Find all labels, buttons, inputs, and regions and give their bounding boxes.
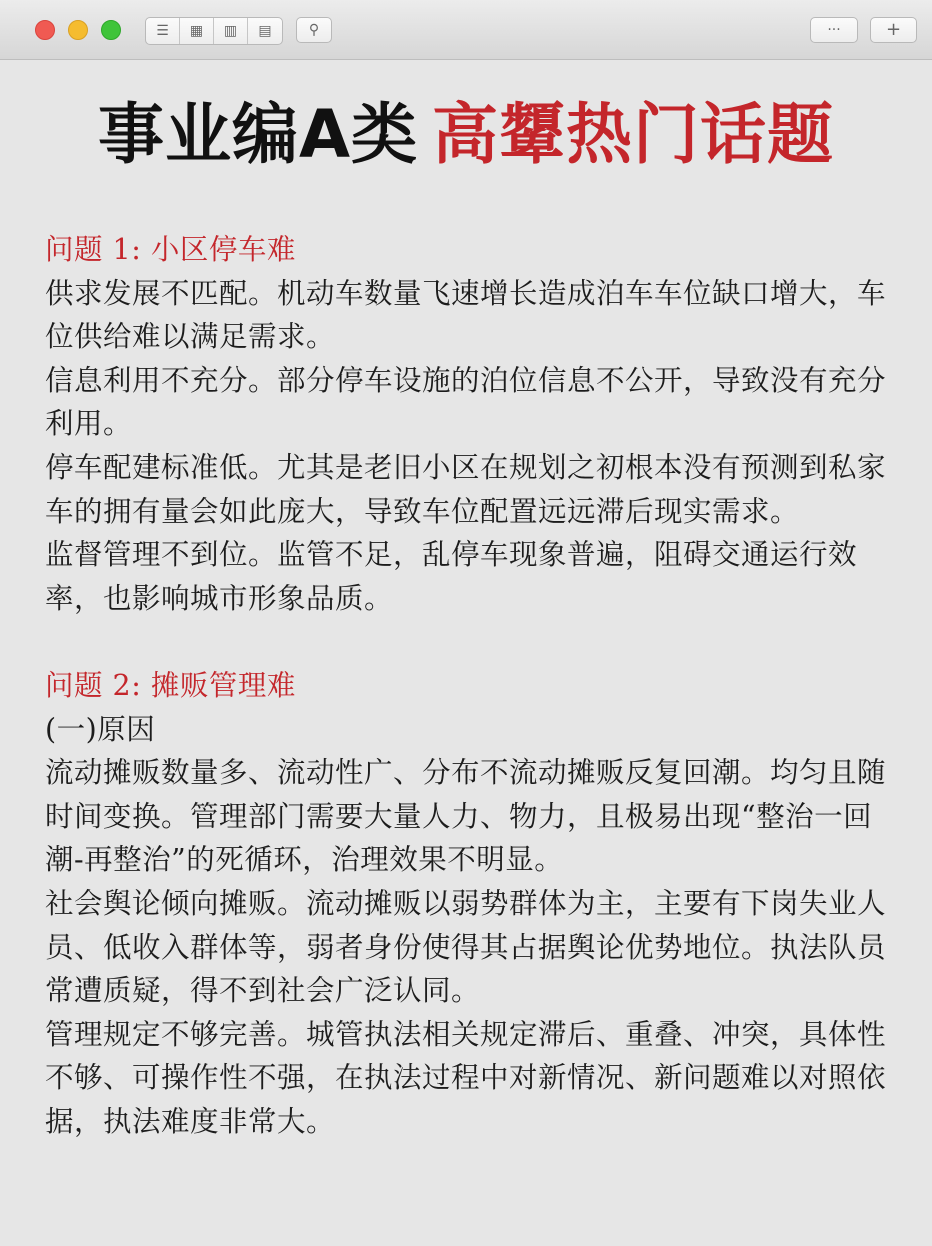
section-heading: 问题 2: 摊贩管理难 [45,668,296,702]
sub-heading: (一)原因 [45,712,156,746]
note-body [45,228,897,1143]
plus-icon: + [885,19,902,40]
grid-view-icon: ▦ [189,23,204,39]
add-button[interactable] [870,17,917,43]
section-heading: 问题 1: 小区停车难 [45,233,296,266]
search-button[interactable] [296,17,332,43]
more-options-button[interactable] [810,17,858,43]
page-title [0,96,932,173]
calendar-icon: ▤ [258,23,272,39]
calendar-view-button[interactable] [248,18,282,44]
paragraph: 社会舆论倾向摊贩。流动摊贩以弱势群体为主，主要有下岗失业人员、低收入群体等，弱者身份使得其占据舆论优势地位。执法队员常遭质疑，得不到社会广泛认同。 [45,886,887,1008]
list-view-icon: ☰ [156,23,169,39]
title-part-black: 事业编A类 [97,96,419,173]
paragraph: 信息利用不充分。部分停车设施的泊位信息不公开，导致没有充分利用。 [45,363,887,441]
blank-line [45,620,897,664]
ellipsis-icon: ··· [827,22,841,38]
grid-view-button[interactable] [180,18,214,44]
search-icon: ⚲ [308,22,320,38]
paragraph: 管理规定不够完善。城管执法相关规定滞后、重叠、冲突，具体性不够、可操作性不强，在执法过程中对新情况、新问题难以对照依据，执法难度非常大。 [45,1017,887,1138]
close-window-button[interactable] [35,20,55,40]
map-view-button[interactable] [214,18,248,44]
paragraph: 流动摊贩数量多、流动性广、分布不流动摊贩反复回潮。均匀且随时间变换。管理部门需要大量人力、物力，且极易出现“整治一回潮-再整治”的死循环，治理效果不明显。 [45,756,887,877]
note-content[interactable] [0,60,932,1246]
paragraph: 监督管理不到位。监管不足，乱停车现象普遍，阻碍交通运行效率，也影响城市形象品质。 [45,538,858,615]
view-toolbar-group [145,17,283,45]
map-icon: ▥ [223,23,238,39]
paragraph: 供求发展不匹配。机动车数量飞速增长造成泊车车位缺口增大，车位供给难以满足需求。 [45,276,887,354]
paragraph: 停车配建标准低。尤其是老旧小区在规划之初根本没有预测到私家车的拥有量会如此庞大，导致车位配置远远滞后现实需求。 [45,450,887,528]
list-view-button[interactable] [146,18,180,44]
maximize-window-button[interactable] [101,20,121,40]
title-bar [0,0,932,60]
minimize-window-button[interactable] [68,20,88,40]
title-part-red: 高顰热门话题 [432,96,835,173]
